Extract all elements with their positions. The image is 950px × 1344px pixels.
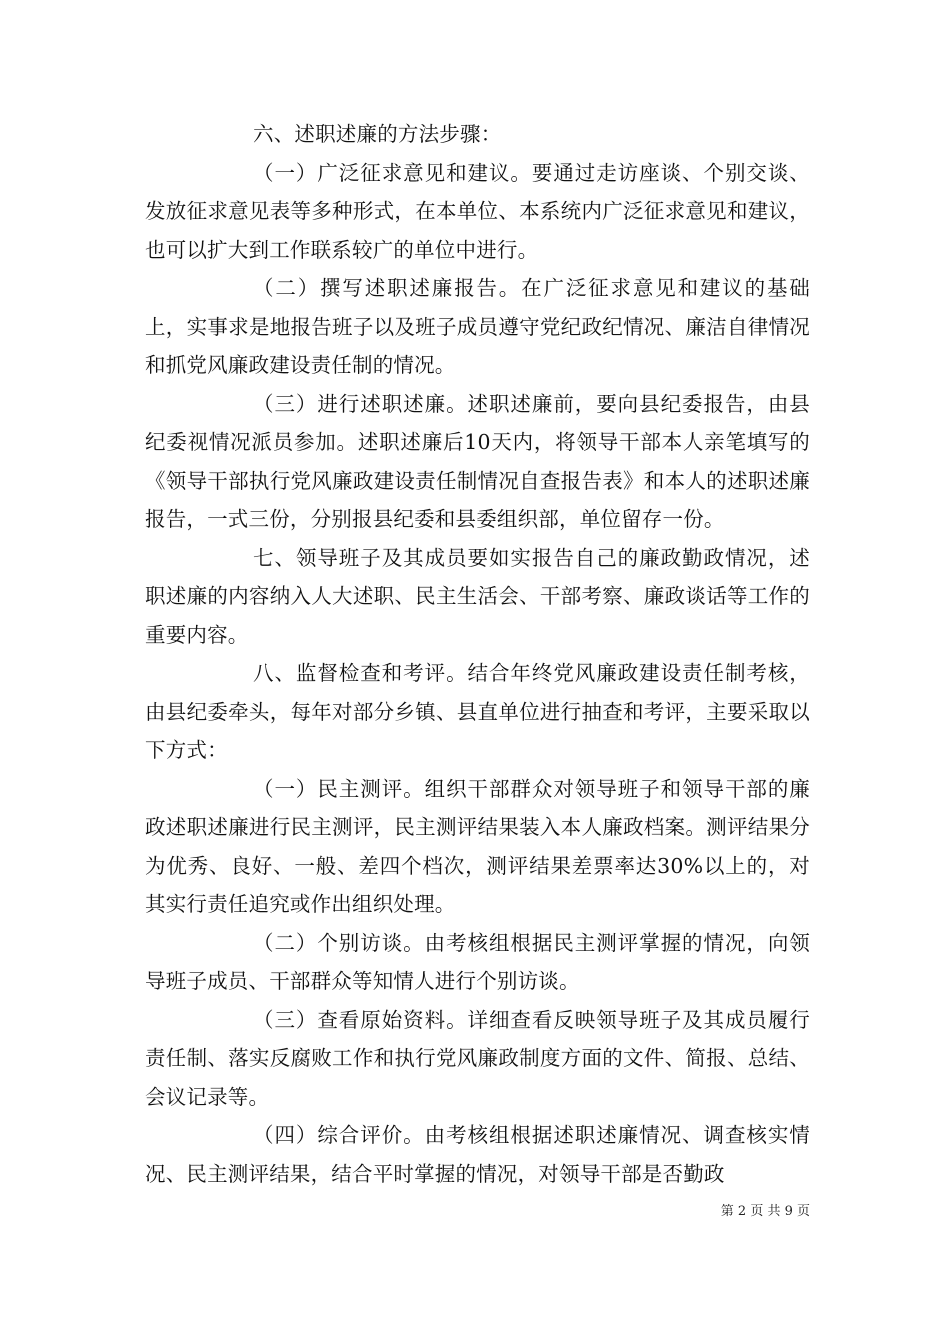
document-body [145,115,810,1193]
paragraph-democratic-evaluation: （一）民主测评。组织干部群众对领导班子和领导干部的廉政述职述廉进行民主测评，民主测评结果装入本人廉政档案。测评结果分为优秀、良好、一般、差四个档次，测评结果差票率达30%以上的，对其实行责任追究或作出组织处理。 [145,776,810,916]
paragraph-conduct-report: （三）进行述职述廉。述职述廉前，要向县纪委报告，由县纪委视情况派员参加。述职述廉后10天内，将领导干部本人亲笔填写的《领导干部执行党风廉政建设责任制情况自查报告表》和本人的述职述廉报告，一式三份，分别报县纪委和县委组织部，单位留存一份。 [145,391,810,531]
paragraph-review-materials: （三）查看原始资料。详细查看反映领导班子及其成员履行责任制、落实反腐败工作和执行党风廉政制度方面的文件、简报、总结、会议记录等。 [145,1007,810,1109]
paragraph-comprehensive-evaluation: （四）综合评价。由考核组根据述职述廉情况、调查核实情况、民主测评结果，结合平时掌握的情况，对领导干部是否勤政 [145,1123,810,1186]
paragraph-write-report: （二）撰写述职述廉报告。在广泛征求意见和建议的基础上，实事求是地报告班子以及班子成员遵守党纪政纪情况、廉洁自律情况和抓党风廉政建设责任制的情况。 [145,276,810,377]
section-eight: 八、监督检查和考评。结合年终党风廉政建设责任制考核，由县纪委牵头，每年对部分乡镇、县直单位进行抽查和考评，主要采取以下方式： [145,661,810,762]
section-heading-six: 六、述职述廉的方法步骤： [253,122,502,146]
paragraph-solicit-opinions: （一）广泛征求意见和建议。要通过走访座谈、个别交谈、发放征求意见表等多种形式，在本单位、本系统内广泛征求意见和建议，也可以扩大到工作联系较广的单位中进行。 [145,160,810,262]
paragraph-individual-interview: （二）个别访谈。由考核组根据民主测评掌握的情况，向领导班子成员、干部群众等知情人进行个别访谈。 [145,930,810,993]
section-seven: 七、领导班子及其成员要如实报告自己的廉政勤政情况，述职述廉的内容纳入人大述职、民主生活会、干部考察、廉政谈话等工作的重要内容。 [145,545,810,647]
page-number-footer: 第 2 页 共 9 页 [720,1204,810,1219]
